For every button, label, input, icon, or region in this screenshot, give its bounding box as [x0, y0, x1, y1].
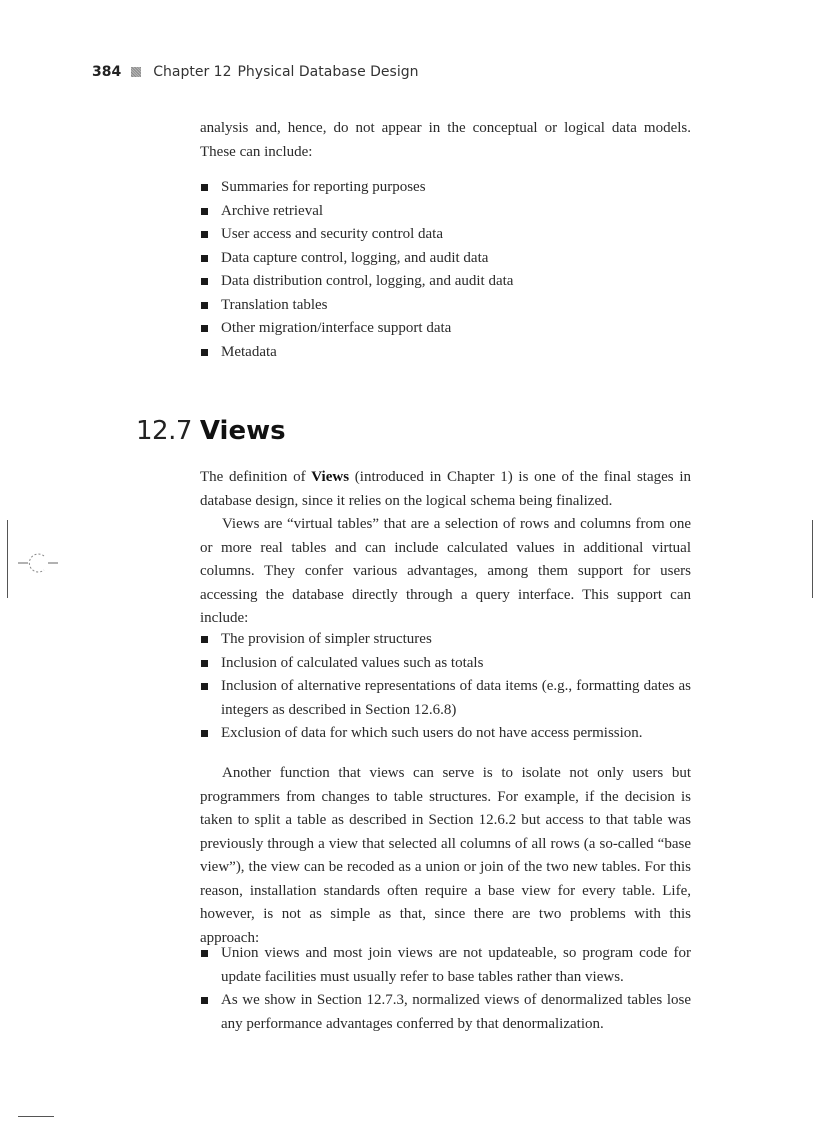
list-item: User access and security control data [200, 223, 691, 247]
virtual-tables-paragraph: Views are “virtual tables” that are a selection of rows and columns from one or more real tables and can include calculated values in additional virtual columns. They confer various advantages, among them support for users accessing the database directly through a query interface. This support can include: [200, 516, 691, 626]
list-item: Exclusion of data for which such users do not have access permission. [200, 722, 691, 746]
crop-mark-bottom [18, 1116, 54, 1117]
page-number: 384 [92, 64, 122, 80]
list-item: As we show in Section 12.7.3, normalized views of denormalized tables lose any performance advantages conferred by that denormalization. [200, 989, 691, 1036]
running-head [92, 64, 418, 80]
para-text: (introduced in Chapter 1) is one of the final stages in database design, since it relies on the logical schema being finalized. [200, 469, 691, 509]
crop-mark-right [812, 520, 813, 598]
list-item: The provision of simpler structures [200, 628, 691, 652]
list-item: Summaries for reporting purposes [200, 176, 691, 200]
list-item: Inclusion of alternative representations of data items (e.g., formatting dates as integers as described in Section 12.6.8) [200, 675, 691, 722]
square-bullet-icon [131, 67, 141, 77]
problems-list [200, 942, 691, 1036]
views-definition-paragraph [200, 466, 691, 513]
support-data-list [200, 176, 691, 364]
list-item: Data capture control, logging, and audit data [200, 247, 691, 271]
section-title: Views [199, 416, 286, 446]
para-text: The definition of [200, 469, 312, 485]
list-item: Inclusion of calculated values such as totals [200, 652, 691, 676]
chapter-title: Physical Database Design [237, 64, 419, 80]
list-item: Other migration/interface support data [200, 317, 691, 341]
views-term: Views [311, 469, 350, 485]
section-number: 12.7 [136, 416, 192, 446]
isolation-paragraph: Another function that views can serve is to isolate not only users but programmers from changes to table structures. For example, if the decision is taken to split a table as described in Section 12.6.2 but access to that table was previously through a view that selected all columns of all rows (a so-called “base view”), the view can be recoded as a union or join of the two new tables. For this reason, installation standards often require a base view for every table. Life, however, is not as simple as that, since there are two problems with this approach: [200, 765, 691, 946]
crop-mark-left [7, 520, 8, 598]
registration-mark-icon [18, 548, 58, 578]
list-item: Union views and most join views are not updateable, so program code for update facilities must usually refer to base tables rather than views. [200, 942, 691, 989]
intro-paragraph: analysis and, hence, do not appear in the conceptual or logical data models. These can include: [200, 120, 691, 160]
list-item: Data distribution control, logging, and audit data [200, 270, 691, 294]
section-heading [136, 416, 286, 446]
list-item: Metadata [200, 341, 691, 365]
view-support-list [200, 628, 691, 746]
chapter-label: Chapter 12 [153, 64, 232, 80]
list-item: Archive retrieval [200, 200, 691, 224]
list-item: Translation tables [200, 294, 691, 318]
